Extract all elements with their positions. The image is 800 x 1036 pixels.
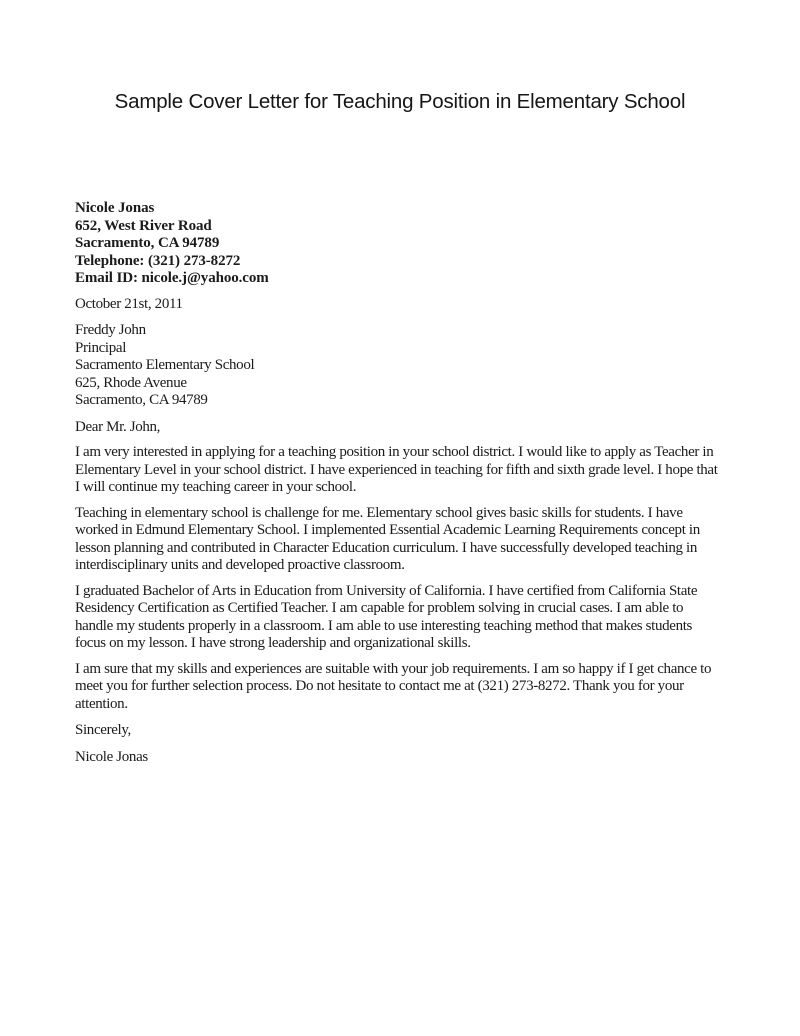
recipient-organization: Sacramento Elementary School [75, 357, 255, 373]
paragraph-1: I am very interested in applying for a teaching position in your school district. I would like to apply as Teacher in Elementary Level in your school district. I have experienced in teaching for fifth and sixth grade level. I hope that I will continue my teaching career in your school. [75, 444, 718, 495]
signature: Nicole Jonas [75, 748, 148, 765]
paragraph-3: I graduated Bachelor of Arts in Education from University of California. I have certified from California State Residency Certification as Certified Teacher. I am capable for problem solving in crucial cases. I am able to handle my students properly in a classroom. I am able to use interesting teaching method that makes students focus on my lesson. I have strong leadership and organizational skills. [75, 582, 698, 651]
sender-address-line2: Sacramento, CA 94789 [75, 235, 220, 251]
paragraph-4: I am sure that my skills and experiences are suitable with your job requirements. I am so happy if I get chance to meet you for further selection process. Do not hesitate to contact me at (321) 273-8272. Thank you for your attention. [75, 660, 712, 712]
page-title: Sample Cover Letter for Teaching Position in Elementary School [114, 90, 686, 113]
sender-email: Email ID: nicole.j@yahoo.com [75, 270, 269, 286]
paragraph-2: Teaching in elementary school is challenge for me. Elementary school gives basic skills for students. I have worked in Edmund Elementary School. I implemented Essential Academic Learning Requirements concept in lesson planning and contributed in Character Education curriculum. I have successfully developed teaching in interdisciplinary units and developed proactive classroom. [75, 504, 700, 573]
sender-address-line1: 652, West River Road [75, 217, 212, 234]
recipient-job-title: Principal [75, 339, 127, 356]
closing: Sincerely, [75, 722, 131, 738]
recipient-name: Freddy John [75, 322, 146, 338]
recipient-block [75, 322, 723, 410]
sender-block [75, 200, 723, 288]
recipient-address-line2: Sacramento, CA 94789 [75, 392, 208, 408]
letter-date: October 21st, 2011 [75, 295, 183, 312]
salutation: Dear Mr. John, [75, 418, 161, 435]
sender-telephone: Telephone: (321) 273-8272 [75, 252, 241, 269]
letter-body [75, 200, 723, 766]
sender-name: Nicole Jonas [75, 200, 155, 216]
recipient-address-line1: 625, Rhode Avenue [75, 374, 187, 391]
